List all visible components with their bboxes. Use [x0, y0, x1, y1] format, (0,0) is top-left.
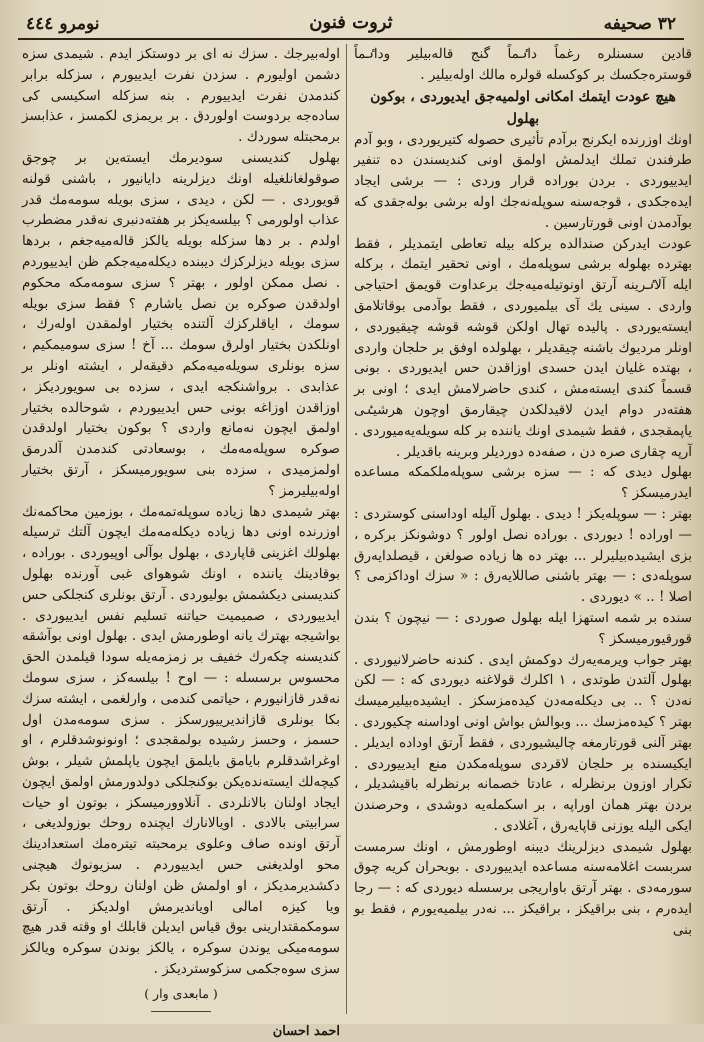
- right-paragraph-1: قادین سسنلرە رغماً داٸماً گنج قالەبیلیر وداٸماً قوسترەجکسك بر کوکسلە قولرە مالك اولەبیلیر .: [354, 46, 692, 83]
- issue-number: نومرو ٤٤٤: [26, 14, 100, 34]
- column-divider: [346, 44, 347, 1014]
- left-column: [22, 44, 340, 1042]
- left-paragraph-2: بهلول کندیسنی سودیرمك ایستەین بر چوجق صوقولغانلغیلە اونك دیزلرینە دایانیور ، باشنی قولنە قویوردی . — لکن ، دیدی ، سزی بویلە سومەمك قدر عذاب اولورمی ؟ بیلسەیکز بر هفتەدنبری نەقدر مضطرب اولدم . بر دها سزکلە بویلە یالکز قالەمیەجغم ، بردها سزی بویلە دیزلرکزك دیبندە دیکلەمیەجکم ظن ایدییوردم . نصل ممکن اولور ، بهتر ؟ سزی سومەمکە محکوم اولدقدن صوکرە بن نصل یاشارم ؟ فقط سزی بویلە سومك ، ایاقلرکزك آلتندە بختیار اولمقدن اولەرك ، اونلکدن بختیار اولرق سومك ... آخ ! سزی سومیمکیم ، سزه بونلری سویلەمیەمکم دقیقەلر ، ایشتە اونلر بر عذابدی . برواشنکجە ایدی ، سزدە بی سویوردیکز ، اوزاقدن اوزاغە بونی حس ایدییوردم ، شوحالدە بختیار اولمق ایچون نەمانع واردی ؟ بوکون بختیار اولدقدن صوکرە سوپلەمەمك ، بوسعادتی کندمدن آلدرمق اولمزمیدی ، سزده بنی سویورمیسکز ، آرتق بختیار اولەبیلیرمز ؟: [22, 149, 340, 499]
- page-header: [18, 10, 684, 40]
- right-paragraph-2: اونك اوزرندە ایکرنج برآدم تأثیری حصولە کتیریوردی ، وبو آدم طرفندن تملك ایدلمش اولمق اونی کندیسندن ده تنفیر ایدییوردی . بردن بوراده قرار وردی : — برشی ایجاد ایدەجکدی ، قوجەسنە سوپلەنەجك اولە برشی بولەجقدی که بوآدمدن اونی قورتارسین .: [354, 131, 692, 231]
- author-signature: احمد احسان: [272, 1023, 340, 1039]
- right-paragraph-4: بهلول دیدی که : — سزه برشی سوپلەملکمکه مساعدە ایدرمیسکز ؟: [354, 464, 692, 502]
- signature-rule: [151, 1011, 211, 1012]
- right-column: [354, 44, 692, 941]
- right-paragraph-7: بهتر جواب ویرمەیەرك دوکمش ایدی . کندنە حاضرلانیوردی . بهلول آلتدن طوتدی ، ١ اکلرك قولاغنە دیوردی که : — لکن نەدن ؟ .. بی دیکلەمەدن کیدەمزسکز . ایشیدەبیلیرمیسك بهتر ؟ کیدەمزسك ... وبوالش بواش اونی اوداسنە چکیوردی . بهتر آلنی قورتارمغە چالیشیوردی ، فقط آرتق اوداده ایدیلر . ایکیسنده بر حلجان لاقردی سوپلەمکدن منع ایدییوردی . تکرار اوزون برنظرلە ، عادتا خصمانە برنظرلە باقیشدیلر ، بردن بهتر همان اوراپە ، بر اسکملەیە دوشدی ، وحرصندن ایکی الیلە یوزنی قاپایەرق ، آغلادی .: [354, 651, 692, 834]
- right-paragraph-8: بهلول شیمدی دیزلرینك دیبنە اوطورمش ، اونك سرمست سربست اغلامەسنە مساعدە ایدییوردی . بوبحران کریە چوق سورمەدی . بهتر آرتق باواریجی برسسلە دیوردی که : — رجا ایدەرم ، بنی براقیکز ، براقیکز ... نەدر بیلمیەیورم ، فقط بو بنی: [354, 838, 692, 938]
- journal-title: ثروت فنون: [309, 12, 393, 33]
- right-paragraph-5: بهتر : — سوپلەیکز ! دیدی . بهلول آلیلە اوداسنی کوستردی : — اوراده ! دیوردی . بورادە نصل اولور ؟ دوشونکز برکرە ، بزی ایشیدەبیلیرلر ... بهتر ده ها زیادە صولغن ، قیصلدایەرق سوپلەدی : — بهتر باشنی صاللایەرق : « سزك اوداکزمی ؟ اصلا ! .. » دیوردی .: [354, 505, 692, 606]
- right-paragraph-3: عودت ایدرکن صندالده برکلە بیلە تعاطی ایتمدیلر ، فقط بهترده بهلولە برشی سوپلەمك ، اونی تحقیر ایتمك ، برکلە ایلە آلاٸرینە آرتق اونوتیلەمیەجك برعداوت قویمق احتیاجی واردی . سینی یك آی بیلمیوردی ، فقط بوآدمی بوقاتلامق ایستەیوردی . پالیدە تهال اولکن قوشە قوشە چیقیوردی ، اونلر مردیوك باشنە چیقدیلر ، بهلولدە اوفق بر حلجان واردی ، بهتده غلیان ایدن حسدی اوزاقدن حس ایدیوردی . بونی قسماً کندی ایستەمش ، کندی حاضرلامش ایدی ؛ اونی بر هفتەدر دوام ایدن لاقیدلکدن چیقارمق اوچون هرشیٸی یاپمقجدی ، فقط شیمدی اونك یانندە بر کلە سویلەیەمیوردی . آرپە چقاری صره دن ، صفەدە دوردیلر وبرینە باقدیلر .: [354, 235, 692, 460]
- right-paragraph-6: سنده بر شمە استهزا ایلە بهلول صوردی : — نیچون ؟ بندن قورقیورمیسکز ؟: [354, 609, 692, 647]
- left-paragraph-1: اولەبیرجك . سزك نه ای بر دوستکز ایدم . شیمدی سزه دشمن اولیورم . سزدن نفرت ایدییورم ، سزکلە برابر کندمدن نفرت ایدییورم . بنه سزکلە اسکیسی کی سادەجە بردوست اولوردق . بر بریمزی لکمسز ، عذابسز برمحبتلە سوردك .: [22, 46, 340, 146]
- section-heading: هیچ عودت ایتمك امکانی اولمیەجق ایدیوردی ، بوکون بهلول: [370, 88, 676, 127]
- left-paragraph-3: بهتر شیمدی دها زیادە سوپلەتمەمك ، بوزمین محاکمەنك اوزرندە اونی دها زیادە دیکلەمەمك ایچون آلتك ترسیلە بهلولك اغزینی قاپاردی ، بهلول بوآلی اوپیوردی . بورادە ، بوقادینك یانندە ، اونك شوهوای غبی آورندە بهلول کندیسنی دیکشمش بولیوردی . آرتق بونلری کنجلکی حس ایدییوردی ، صمیمیت حیاتنە تسلیم نفس ایدییوردی . بواشیجە بهترك یانە اوطورمش ایدی . بهلول اونی بوآشقە کندیسنە چکەرك خفیف بر زمزمەیلە سودا قیلمدن الحق محسوس برسسلە : — اوح ! بیلسەکز ، سزی سومك نەقدر قازانیورم ، حیاتمی کندمی ، وارلغمی ، ایشتە سزك بکا بونلری قازاندیرییورسکز . سزی سومەمدن اول حسمز ، وحسز رشیدە بولمقجدی ؛ اونونوشدقلرم ، او اوغراشدقلرم بایامق بایلمق ایچون یاپلمش شیلر ، بوش کیچەلك ایستەندەیکن بوکنجلکی دولدورمش اولمق ایچون ایجاد اولنان بالانلردی . آنلاوورمیسکز ، بوتون او حیات سرابیتی بالادی . اویالانارك ایچندە روحك بوزولدیغی ، آرتق اوندە صاف وعلوی برمحبتە تیترەمك استعدادینك محو اولدیغنی حس ایدییوردم . سزیونوك هیچنی دکشدیرمدیکز ، او اولمش ظن اولنان روحك بوتون بکر ویا کیزە امالی اویاندیرمش اولدیکز . آرتق سومکمقتدارینی بوق قیاس ایدیلن قابلك او وقتە قدر هیچ سومەمیکی یوندن سوکرە ، یالکز بوندن سوکرە ویالکز سزی سوەجکمی سزکوستردیکز .: [22, 503, 340, 978]
- continued-note: ( مابعدی وار ): [144, 985, 218, 1001]
- page-number: ٣٢ صحیفه: [603, 14, 676, 34]
